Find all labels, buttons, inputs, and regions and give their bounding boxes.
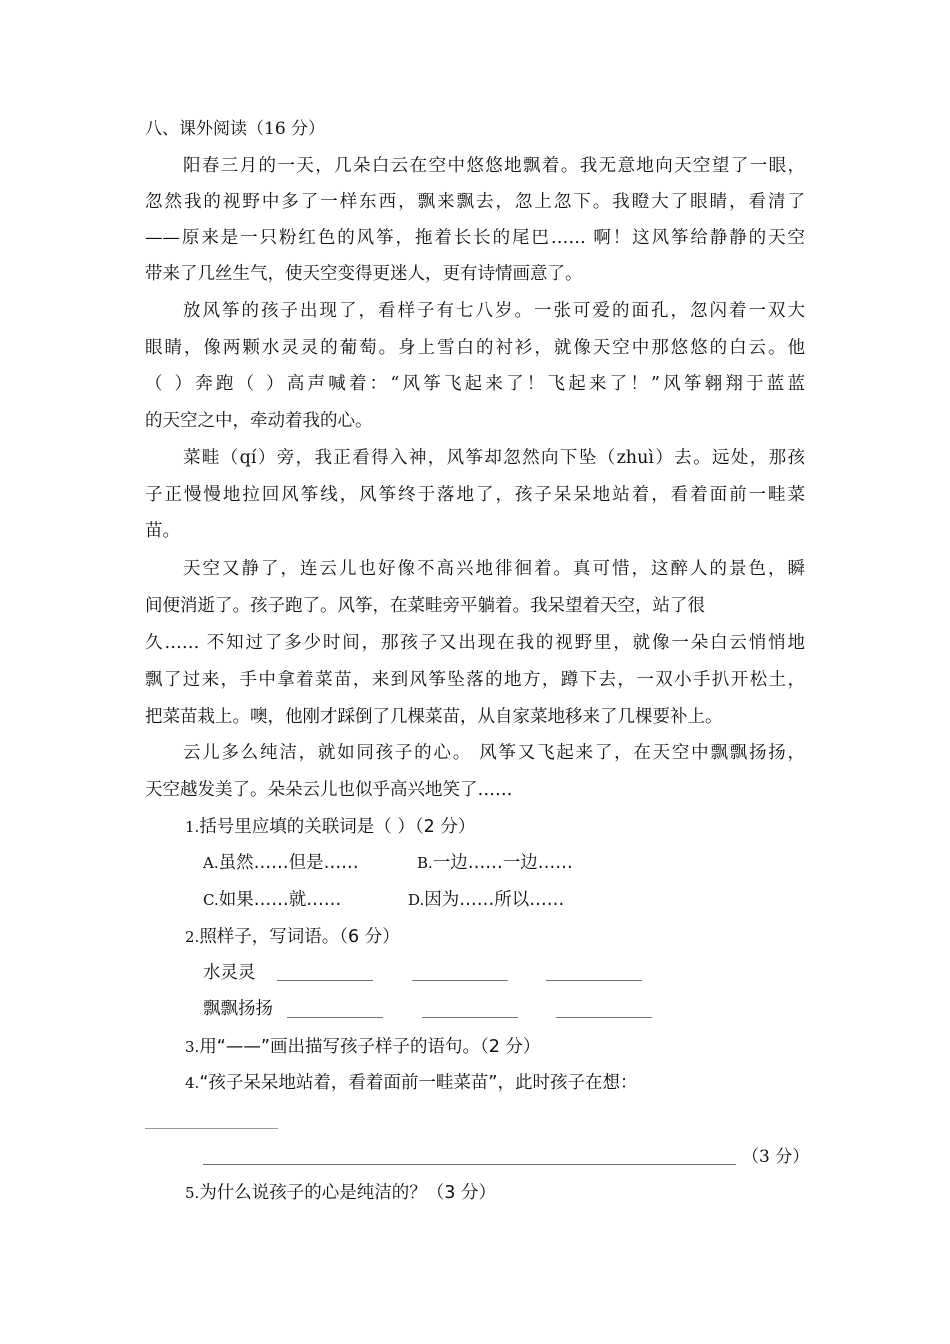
question-3 xyxy=(185,1035,540,1059)
passage-line: 把菜苗栽上。噢，他刚才踩倒了几棵菜苗，从自家菜地移来了几棵要补上。 xyxy=(145,707,723,727)
answer-blank[interactable] xyxy=(287,1017,383,1018)
question-number: 1. xyxy=(185,818,200,836)
example-word-2: 飘飘扬扬 xyxy=(203,999,273,1019)
option-c xyxy=(203,888,341,912)
question-1 xyxy=(185,815,475,839)
example-word-1: 水灵灵 xyxy=(203,963,256,983)
option-text: 虽然……但是…… xyxy=(218,853,359,873)
question-points: （3 分） xyxy=(742,1147,810,1167)
passage-line: 苗。 xyxy=(145,521,180,541)
option-text: 一边……一边…… xyxy=(432,853,573,873)
question-number: 3. xyxy=(185,1038,200,1056)
question-text: 照样子，写词语。（6 分） xyxy=(199,927,400,947)
passage-line: 的天空之中，牵动着我的心。 xyxy=(145,411,373,431)
option-text: 因为……所以…… xyxy=(424,890,565,910)
passage-line: 阳春三月的一天，几朵白云在空中悠悠地飘着。我无意地向天空望了一眼， xyxy=(183,156,805,176)
section-heading: 八、课外阅读（16 分） xyxy=(145,119,326,139)
question-text: 为什么说孩子的心是纯洁的？（3 分） xyxy=(199,1183,497,1203)
passage-line: 天空越发美了。朵朵云儿也似乎高兴地笑了…… xyxy=(145,780,513,800)
passage-line: ——原来是一只粉红色的风筝，拖着长长的尾巴…… 啊！这风筝给静静的天空 xyxy=(145,228,805,248)
passage-line: 子正慢慢地拉回风筝线，风筝终于落地了，孩子呆呆地站着，看着面前一畦菜 xyxy=(145,485,805,505)
question-text: “孩子呆呆地站着，看着面前一畦菜苗”，此时孩子在想： xyxy=(199,1073,638,1093)
passage-line: 带来了几丝生气，使天空变得更迷人，更有诗情画意了。 xyxy=(145,264,583,284)
question-text: 用“——”画出描写孩子样子的语句。（2 分） xyxy=(199,1037,541,1057)
passage-line: （ ）奔跑（ ）高声喊着：“风筝飞起来了！飞起来了！”风筝翱翔于蓝蓝 xyxy=(145,374,805,394)
answer-line[interactable] xyxy=(203,1164,736,1165)
question-5 xyxy=(185,1181,496,1205)
passage-line: 眼睛，像两颗水灵灵的葡萄。身上雪白的衬衫，就像天空中那悠悠的白云。他 xyxy=(145,338,805,358)
answer-blank[interactable] xyxy=(546,980,642,981)
option-label: D. xyxy=(408,891,425,909)
answer-line[interactable] xyxy=(145,1128,278,1129)
question-4 xyxy=(185,1071,637,1095)
passage-line: 天空又静了，连云儿也好像不高兴地徘徊着。真可惜，这醉人的景色，瞬 xyxy=(183,559,805,579)
option-label: A. xyxy=(203,854,219,872)
question-number: 4. xyxy=(185,1074,200,1092)
question-number: 5. xyxy=(185,1184,200,1202)
passage-line: 久…… 不知过了多少时间，那孩子又出现在我的视野里，就像一朵白云悄悄地 xyxy=(145,633,805,653)
question-2 xyxy=(185,925,400,949)
option-b xyxy=(417,851,573,875)
option-a xyxy=(203,851,359,875)
passage-line: 放风筝的孩子出现了，看样子有七八岁。一张可爱的面孔，忽闪着一双大 xyxy=(183,301,805,321)
answer-blank[interactable] xyxy=(556,1017,652,1018)
passage-line: 菜畦（qí）旁，我正看得入神，风筝却忽然向下坠（zhuì）去。远处，那孩 xyxy=(183,448,805,468)
answer-blank[interactable] xyxy=(422,1017,518,1018)
question-number: 2. xyxy=(185,928,200,946)
answer-blank[interactable] xyxy=(412,980,508,981)
question-text: 括号里应填的关联词是（ ）（2 分） xyxy=(199,817,476,837)
option-label: B. xyxy=(417,854,433,872)
passage-line: 云儿多么纯洁，就如同孩子的心。 风筝又飞起来了，在天空中飘飘扬扬， xyxy=(183,743,805,763)
answer-blank[interactable] xyxy=(277,980,373,981)
passage-line: 飘了过来，手中拿着菜苗，来到风筝坠落的地方，蹲下去，一双小手扒开松土， xyxy=(145,670,805,690)
option-label: C. xyxy=(203,891,219,909)
option-d xyxy=(408,888,564,912)
option-text: 如果……就…… xyxy=(218,890,342,910)
passage-line: 忽然我的视野中多了一样东西，飘来飘去，忽上忽下。我瞪大了眼睛，看清了 xyxy=(145,192,805,212)
passage-line: 间便消逝了。孩子跑了。风筝，在菜畦旁平躺着。我呆望着天空，站了很 xyxy=(145,596,705,616)
